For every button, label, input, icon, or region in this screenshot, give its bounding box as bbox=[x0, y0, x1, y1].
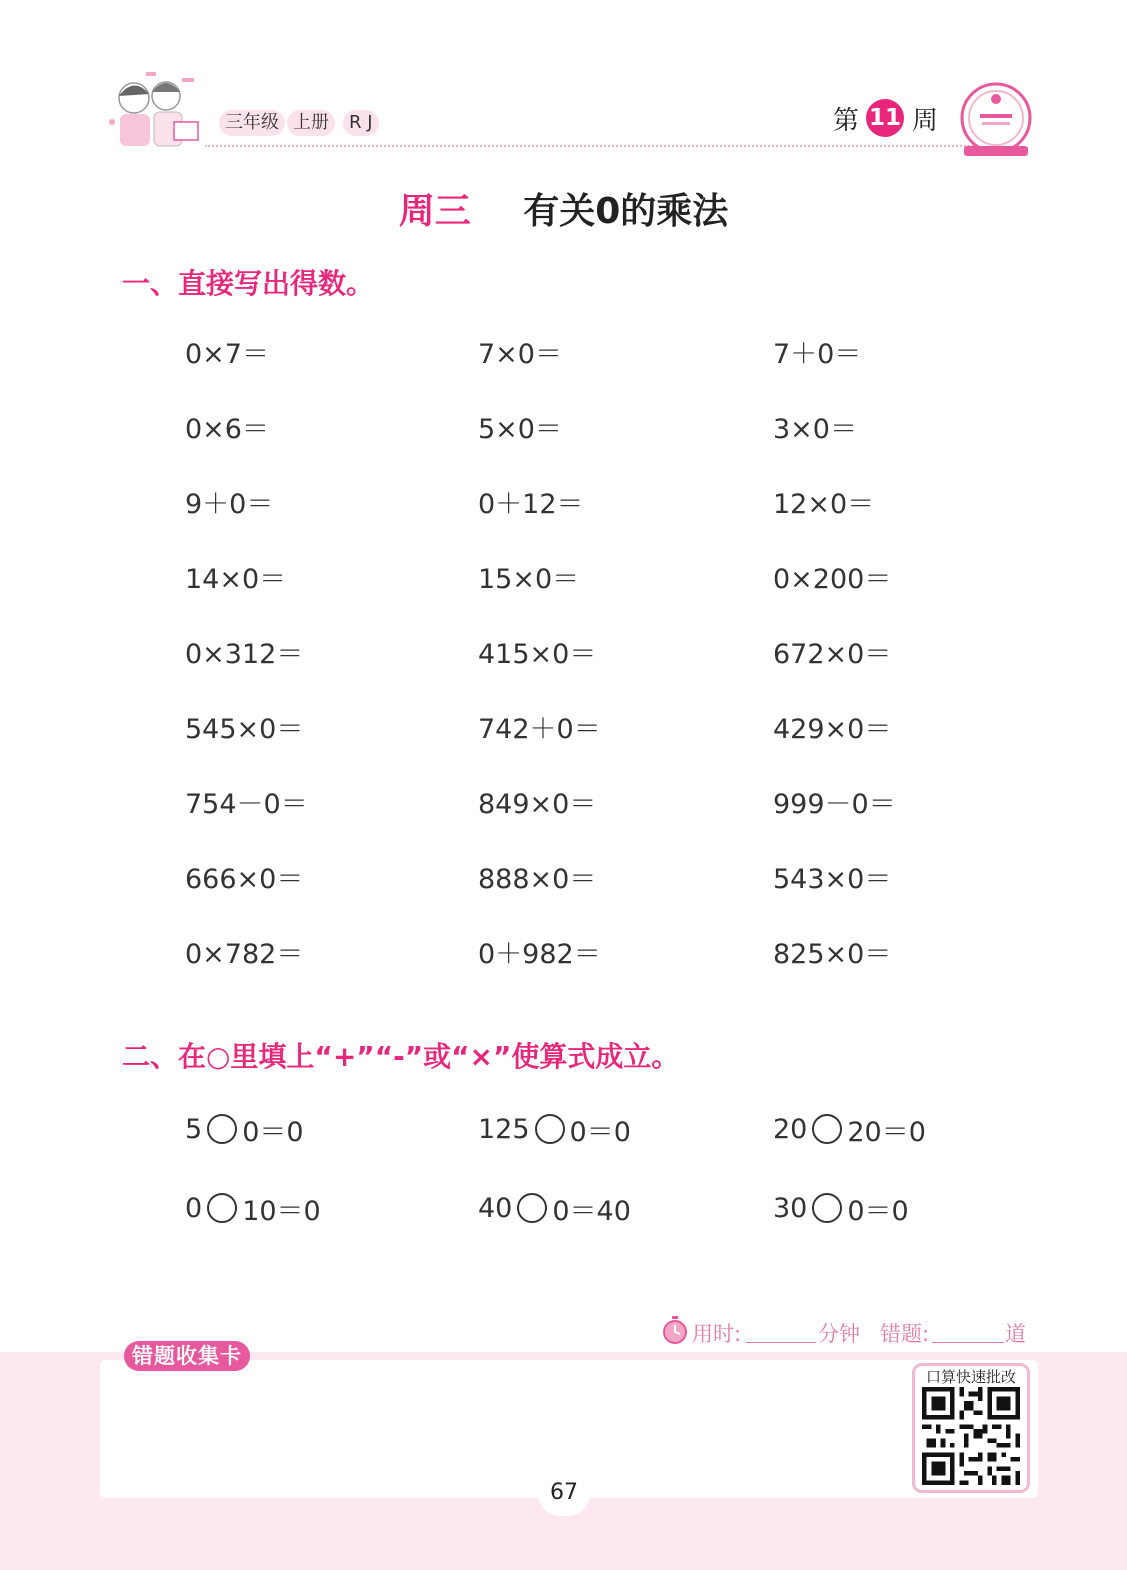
problem-7-3: 999－0＝ bbox=[773, 789, 896, 820]
problem-4-2: 15×0＝ bbox=[478, 564, 580, 595]
problem-8-3: 543×0＝ bbox=[773, 864, 892, 895]
author-seal-icon bbox=[958, 80, 1034, 160]
problem-1-2: 7×0＝ bbox=[478, 339, 562, 370]
fill-problem-1-1 bbox=[185, 1111, 304, 1147]
problem-9-2: 0＋982＝ bbox=[478, 939, 601, 970]
operand-right: 10＝0 bbox=[242, 1195, 321, 1227]
time-blank[interactable] bbox=[746, 1342, 816, 1343]
edition-pill: R J bbox=[343, 110, 379, 136]
week-suffix: 周 bbox=[912, 106, 939, 136]
operand-left: 125 bbox=[478, 1113, 530, 1145]
operator-blank-circle[interactable] bbox=[517, 1193, 547, 1223]
fill-problem-1-2 bbox=[478, 1111, 631, 1147]
fill-problem-1-3 bbox=[773, 1111, 926, 1147]
problem-6-1: 545×0＝ bbox=[185, 714, 304, 745]
page-number: 67 bbox=[550, 1480, 578, 1505]
page-title bbox=[0, 183, 1127, 234]
problem-9-3: 825×0＝ bbox=[773, 939, 892, 970]
problem-3-1: 9＋0＝ bbox=[185, 489, 274, 520]
errors-unit: 道 bbox=[1005, 1322, 1026, 1346]
week-number: 11 bbox=[866, 99, 904, 137]
grade-pill: 三年级 bbox=[219, 110, 285, 136]
fill-problem-2-1 bbox=[185, 1190, 321, 1226]
fill-problem-2-2 bbox=[478, 1190, 631, 1226]
section-1-heading: 一、直接写出得数。 bbox=[122, 267, 375, 300]
operator-blank-circle[interactable] bbox=[812, 1114, 842, 1144]
operand-left: 0 bbox=[185, 1192, 203, 1224]
operand-left: 5 bbox=[185, 1113, 203, 1145]
errors-label: 错题: bbox=[880, 1322, 930, 1346]
problem-1-1: 0×7＝ bbox=[185, 339, 269, 370]
problem-7-2: 849×0＝ bbox=[478, 789, 597, 820]
problem-8-2: 888×0＝ bbox=[478, 864, 597, 895]
qr-caption: 口算快速批改 bbox=[925, 1368, 1016, 1386]
operand-right: 0＝0 bbox=[847, 1195, 909, 1227]
problem-3-3: 12×0＝ bbox=[773, 489, 875, 520]
operand-right: 0＝40 bbox=[552, 1195, 631, 1227]
operator-blank-circle[interactable] bbox=[812, 1193, 842, 1223]
problem-2-2: 5×0＝ bbox=[478, 414, 562, 445]
kids-illustration bbox=[104, 70, 208, 156]
card-label: 错题收集卡 bbox=[124, 1341, 250, 1371]
qr-code-icon[interactable] bbox=[922, 1387, 1020, 1485]
problem-5-2: 415×0＝ bbox=[478, 639, 597, 670]
operator-blank-circle[interactable] bbox=[207, 1114, 237, 1144]
time-label: 用时: bbox=[692, 1322, 742, 1346]
problem-6-3: 429×0＝ bbox=[773, 714, 892, 745]
card-label-wrap bbox=[124, 1341, 250, 1371]
title-day: 周三 bbox=[398, 191, 471, 232]
operand-left: 20 bbox=[773, 1113, 808, 1145]
problem-5-1: 0×312＝ bbox=[185, 639, 304, 670]
problem-9-1: 0×782＝ bbox=[185, 939, 304, 970]
operand-left: 40 bbox=[478, 1192, 513, 1224]
operator-blank-circle[interactable] bbox=[535, 1114, 565, 1144]
fill-problem-2-3 bbox=[773, 1190, 909, 1226]
problem-6-2: 742＋0＝ bbox=[478, 714, 601, 745]
operand-right: 20＝0 bbox=[847, 1116, 926, 1148]
problem-4-1: 14×0＝ bbox=[185, 564, 287, 595]
header-divider bbox=[205, 145, 985, 147]
time-unit: 分钟 bbox=[818, 1322, 860, 1346]
section-2-heading: 二、在○里填上“+”“-”或“×”使算式成立。 bbox=[122, 1040, 680, 1073]
term-pill: 上册 bbox=[287, 110, 335, 136]
title-topic: 有关0的乘法 bbox=[523, 191, 729, 232]
problem-7-1: 754－0＝ bbox=[185, 789, 308, 820]
problem-3-2: 0＋12＝ bbox=[478, 489, 584, 520]
problem-2-1: 0×6＝ bbox=[185, 414, 269, 445]
problem-2-3: 3×0＝ bbox=[773, 414, 857, 445]
errors-blank[interactable] bbox=[932, 1342, 1004, 1343]
problem-4-3: 0×200＝ bbox=[773, 564, 892, 595]
problem-8-1: 666×0＝ bbox=[185, 864, 304, 895]
problem-1-3: 7＋0＝ bbox=[773, 339, 862, 370]
stopwatch-icon bbox=[662, 1316, 688, 1344]
operator-blank-circle[interactable] bbox=[207, 1193, 237, 1223]
operand-left: 30 bbox=[773, 1192, 808, 1224]
operand-right: 0＝0 bbox=[242, 1116, 304, 1148]
week-prefix: 第 bbox=[833, 106, 860, 136]
problem-5-3: 672×0＝ bbox=[773, 639, 892, 670]
operand-right: 0＝0 bbox=[569, 1116, 631, 1148]
